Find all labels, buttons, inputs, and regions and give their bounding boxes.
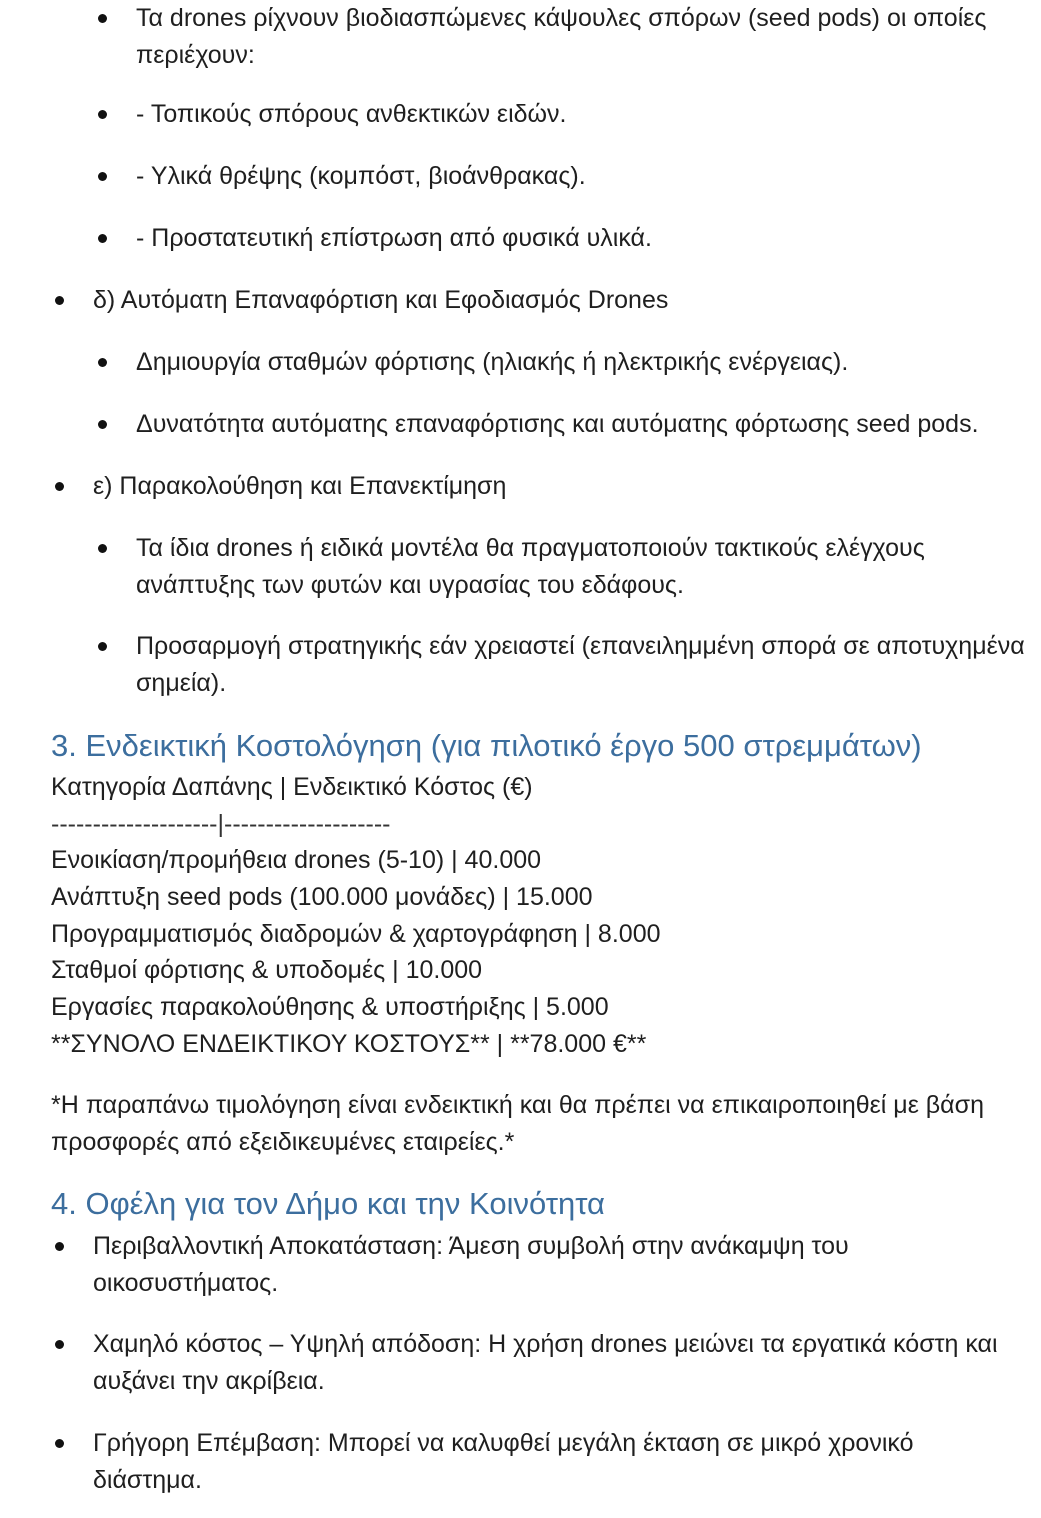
list-item — [93, 468, 506, 505]
list-item — [93, 1228, 849, 1302]
list-item-line: αυξάνει την ακρίβεια. — [93, 1367, 325, 1395]
list-item — [93, 282, 668, 319]
cost-table-row: Προγραμματισμός διαδρομών & χαρτογράφηση | 8.000 — [51, 920, 661, 948]
list-item — [136, 344, 848, 381]
list-item-line: Προσαρμογή στρατηγικής εάν χρειαστεί (επανειλημμένη σπορά σε αποτυχημένα — [136, 632, 1025, 660]
cost-note — [51, 1087, 984, 1161]
cost-table-separator: --------------------|-------------------- — [51, 810, 391, 838]
cost-table-row: Ανάπτυξη seed pods (100.000 μονάδες) | 15.000 — [51, 883, 593, 911]
list-item-line: σημεία). — [136, 669, 227, 697]
list-item — [136, 96, 567, 133]
list-item-line: Περιβαλλοντική Αποκατάσταση: Άμεση συμβολή στην ανάκαμψη του — [93, 1232, 849, 1260]
list-item — [136, 158, 586, 195]
list-item-line: δ) Αυτόματη Επαναφόρτιση και Εφοδιασμός Drones — [93, 286, 669, 314]
list-item-line: ε) Παρακολούθηση και Επανεκτίμηση — [93, 472, 507, 500]
list-item-line: Τα ίδια drones ή ειδικά μοντέλα θα πραγματοποιούν τακτικούς ελέγχους — [136, 534, 925, 562]
list-item — [136, 530, 925, 604]
list-item-line: Δυνατότητα αυτόματης επαναφόρτισης και αυτόματης φόρτωσης seed pods. — [136, 410, 979, 438]
list-item-line: ανάπτυξης των φυτών και υγρασίας του εδάφους. — [136, 571, 684, 599]
list-item-line: περιέχουν: — [136, 41, 255, 69]
list-item-line: οικοσυστήματος. — [93, 1269, 279, 1297]
list-item-line: Χαμηλό κόστος – Υψηλή απόδοση: Η χρήση drones μειώνει τα εργατικά κόστη και — [93, 1330, 998, 1358]
list-item — [136, 628, 1025, 702]
list-item-line: Γρήγορη Επέμβαση: Μπορεί να καλυφθεί μεγάλη έκταση σε μικρό χρονικό — [93, 1429, 914, 1457]
list-item-line: διάστημα. — [93, 1466, 202, 1494]
list-item — [136, 406, 979, 443]
section-heading-benefits: 4. Οφέλη για τον Δήμο και την Κοινότητα — [51, 1186, 605, 1221]
list-item-line: - Υλικά θρέψης (κομπόστ, βιοάνθρακας). — [136, 162, 586, 190]
section-heading-cost: 3. Ενδεικτική Κοστολόγηση (για πιλοτικό έργο 500 στρεμμάτων) — [51, 728, 922, 763]
list-item — [93, 1425, 913, 1499]
list-item-line: - Τοπικούς σπόρους ανθεκτικών ειδών. — [136, 100, 567, 128]
list-item-line: Δημιουργία σταθμών φόρτισης (ηλιακής ή ηλεκτρικής ενέργειας). — [136, 348, 849, 376]
cost-table-total-row: **ΣΥΝΟΛΟ ΕΝΔΕΙΚΤΙΚΟΥ ΚΟΣΤΟΥΣ** | **78.000 €** — [51, 1030, 647, 1058]
cost-table-row: Σταθμοί φόρτισης & υποδομές | 10.000 — [51, 956, 483, 984]
list-item — [93, 1326, 998, 1400]
list-item — [136, 0, 986, 74]
list-item-line: Τα drones ρίχνουν βιοδιασπώμενες κάψουλες σπόρων (seed pods) οι οποίες — [136, 4, 987, 32]
cost-table-row: Εργασίες παρακολούθησης & υποστήριξης | 5.000 — [51, 993, 609, 1021]
cost-table-row: Ενοικίαση/προμήθεια drones (5-10) | 40.000 — [51, 846, 542, 874]
cost-note-line: *Η παραπάνω τιμολόγηση είναι ενδεικτική και θα πρέπει να επικαιροποιηθεί με βάση — [51, 1091, 984, 1119]
list-item — [136, 220, 652, 257]
cost-table-header: Κατηγορία Δαπάνης | Ενδεικτικό Κόστος (€) — [51, 773, 533, 801]
list-item-line: - Προστατευτική επίστρωση από φυσικά υλικά. — [136, 224, 652, 252]
cost-note-line: προσφορές από εξειδικευμένες εταιρείες.* — [51, 1128, 515, 1156]
